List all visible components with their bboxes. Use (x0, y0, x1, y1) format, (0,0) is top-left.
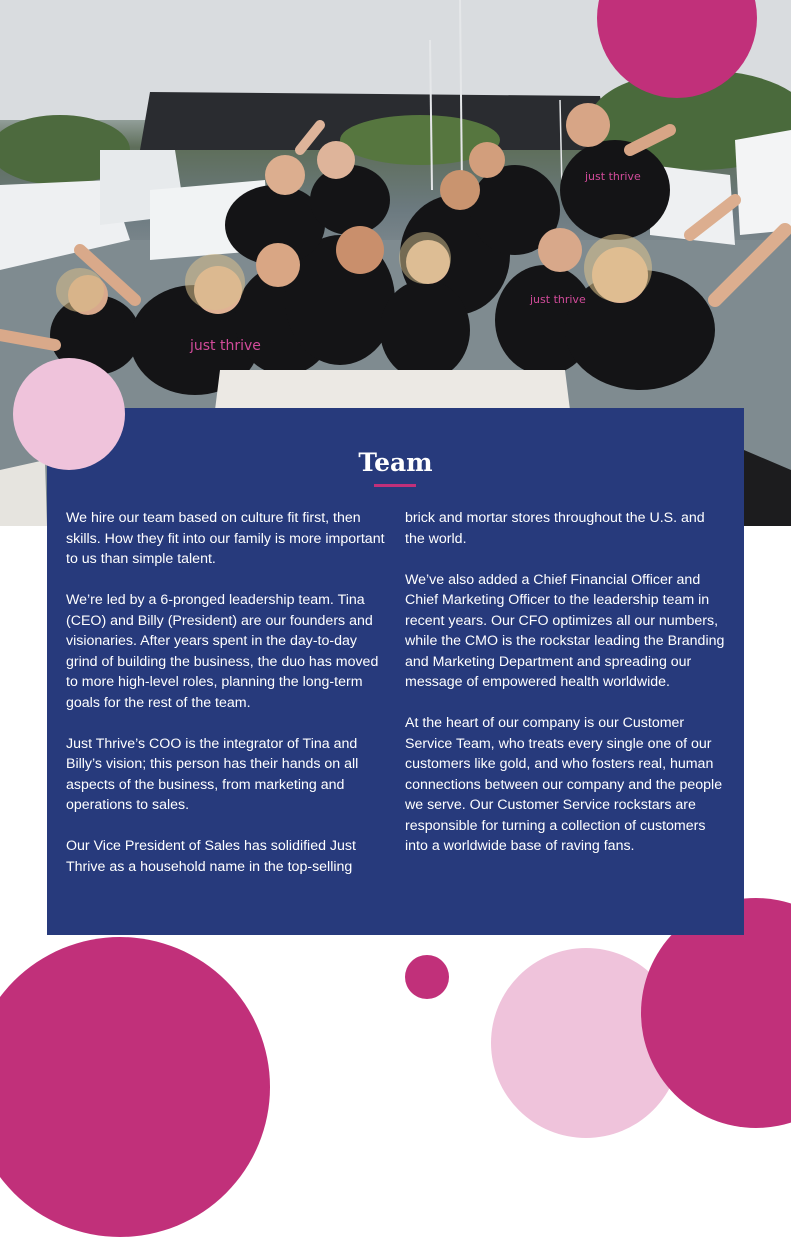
decorative-circle-bottom-small (405, 955, 449, 999)
paragraph: We’ve also added a Chief Financial Officer and Chief Marketing Officer to the leadership team in recent years. Our CFO optimizes all our numbers, while the CMO is the rockstar leading the Branding and Marketing Department and spreading our message of empowered health worldwide. (405, 571, 725, 690)
team-content-panel (47, 408, 744, 935)
paragraph: Just Thrive’s COO is the integrator of Tina and Billy’s vision; this person has their hands on all aspects of the business, from marketing and operations to sales. (66, 735, 359, 813)
paragraph: Our Vice President of Sales has solidified Just Thrive as a household name in the top-selling (66, 838, 356, 875)
paragraph: We hire our team based on culture fit first, then skills. How they fit into our family is more important to us than simple talent. (66, 510, 385, 567)
paragraph: We’re led by a 6-pronged leadership team. Tina (CEO) and Billy (President) are our founders and visionaries. After years spent in the day-to-day grind of building the business, the duo has moved to more high-level roles, planning the long-term goals for the rest of the team. (66, 592, 379, 711)
left-column (66, 508, 386, 898)
right-column (405, 508, 727, 877)
paragraph: brick and mortar stores throughout the U.S. and the world. (405, 510, 705, 547)
title-divider (374, 484, 416, 487)
decorative-circle-left (13, 358, 125, 470)
svg-text:just thrive: just thrive (530, 293, 586, 306)
decorative-circle-bottom-left (0, 937, 270, 1237)
shirt-brand-text: just thrive (190, 338, 261, 354)
svg-text:just thrive: just thrive (585, 170, 641, 183)
paragraph: At the heart of our company is our Customer Service Team, who treats every single one of our customers like gold, and who fosters real, human connections between our company and the people we serve. Our Customer Service rockstars are responsible for turning a collection of customers into a worldwide base of raving fans. (405, 715, 723, 854)
section-title: Team (358, 448, 433, 477)
